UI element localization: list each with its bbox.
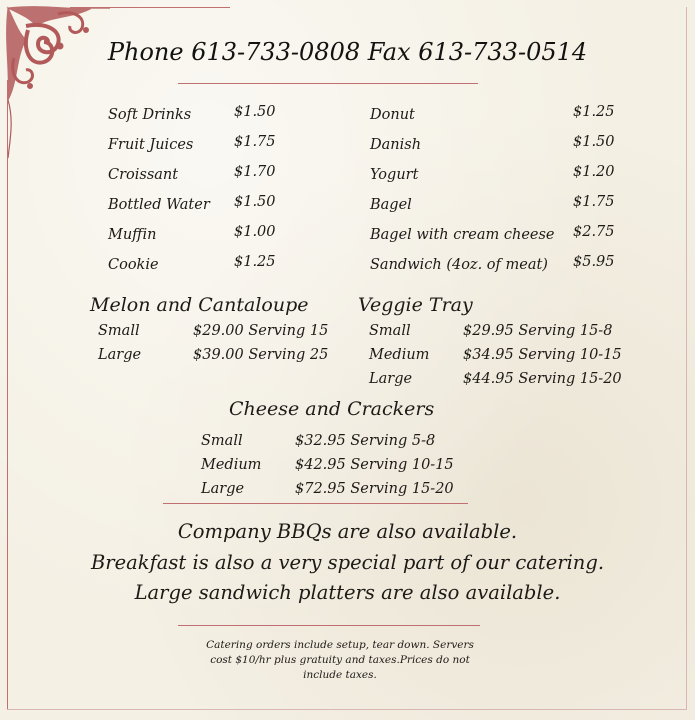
menu-item-price: $1.75 xyxy=(234,134,276,150)
header-divider xyxy=(178,83,478,84)
menu-item-price: $1.25 xyxy=(234,254,276,270)
tray-size: Medium xyxy=(369,347,430,363)
menu-item-name: Bagel with cream cheese xyxy=(370,227,555,243)
menu-item-name: Bottled Water xyxy=(108,197,210,213)
section-divider xyxy=(163,503,468,504)
menu-item-price: $1.50 xyxy=(234,194,276,210)
section-title: Melon and Cantaloupe xyxy=(90,294,309,316)
menu-item-name: Croissant xyxy=(108,167,179,183)
tray-size: Medium xyxy=(201,457,262,473)
menu-item-name: Donut xyxy=(370,107,415,123)
tray-size: Large xyxy=(98,347,142,363)
menu-item-price: $1.25 xyxy=(573,104,615,120)
menu-item-name: Muffin xyxy=(108,227,157,243)
menu-item-name: Yogurt xyxy=(370,167,419,183)
tray-price: $42.95 Serving 10-15 xyxy=(295,457,454,473)
tray-price: $29.00 Serving 15 xyxy=(193,323,329,339)
menu-item-name: Danish xyxy=(370,137,422,153)
footnote-line: include taxes. xyxy=(303,669,377,681)
tray-size: Small xyxy=(369,323,411,339)
tray-price: $32.95 Serving 5-8 xyxy=(295,433,436,449)
menu-item-price: $1.75 xyxy=(573,194,615,210)
availability-line: Large sandwich platters are also available. xyxy=(134,581,561,604)
menu-item-name: Bagel xyxy=(370,197,412,213)
right-border-line xyxy=(686,7,687,710)
footnote xyxy=(190,638,490,683)
tray-size: Small xyxy=(98,323,140,339)
menu-item-price: $5.95 xyxy=(573,254,615,270)
footnote-line: cost $10/hr plus gratuity and taxes.Prices do not xyxy=(210,654,470,666)
section-title: Veggie Tray xyxy=(358,294,473,316)
menu-item-name: Sandwich (4oz. of meat) xyxy=(370,257,548,273)
top-border-line xyxy=(70,7,230,8)
menu-item-name: Soft Drinks xyxy=(108,107,192,123)
tray-size: Large xyxy=(369,371,413,387)
footer-divider xyxy=(178,625,480,626)
menu-item-price: $2.75 xyxy=(573,224,615,240)
tray-price: $34.95 Serving 10-15 xyxy=(463,347,622,363)
availability-line: Breakfast is also a very special part of our catering. xyxy=(90,551,605,574)
menu-item-price: $1.50 xyxy=(234,104,276,120)
menu-item-price: $1.50 xyxy=(573,134,615,150)
tray-price: $72.95 Serving 15-20 xyxy=(295,481,454,497)
tray-size: Large xyxy=(201,481,245,497)
menu-item-price: $1.20 xyxy=(573,164,615,180)
left-border-line xyxy=(7,80,8,710)
tray-price: $39.00 Serving 25 xyxy=(193,347,329,363)
tray-size: Small xyxy=(201,433,243,449)
tray-price: $29.95 Serving 15-8 xyxy=(463,323,613,339)
bottom-border-line xyxy=(7,709,687,710)
tray-price: $44.95 Serving 15-20 xyxy=(463,371,622,387)
contact-header: Phone 613-733-0808 Fax 613-733-0514 xyxy=(107,38,588,66)
menu-item-price: $1.70 xyxy=(234,164,276,180)
menu-item-name: Cookie xyxy=(108,257,159,273)
menu-item-name: Fruit Juices xyxy=(108,137,194,153)
footnote-line: Catering orders include setup, tear down. Servers xyxy=(206,639,474,651)
section-title: Cheese and Crackers xyxy=(229,398,435,420)
corner-flourish-icon xyxy=(0,0,110,160)
availability-line: Company BBQs are also available. xyxy=(177,520,518,543)
menu-item-price: $1.00 xyxy=(234,224,276,240)
